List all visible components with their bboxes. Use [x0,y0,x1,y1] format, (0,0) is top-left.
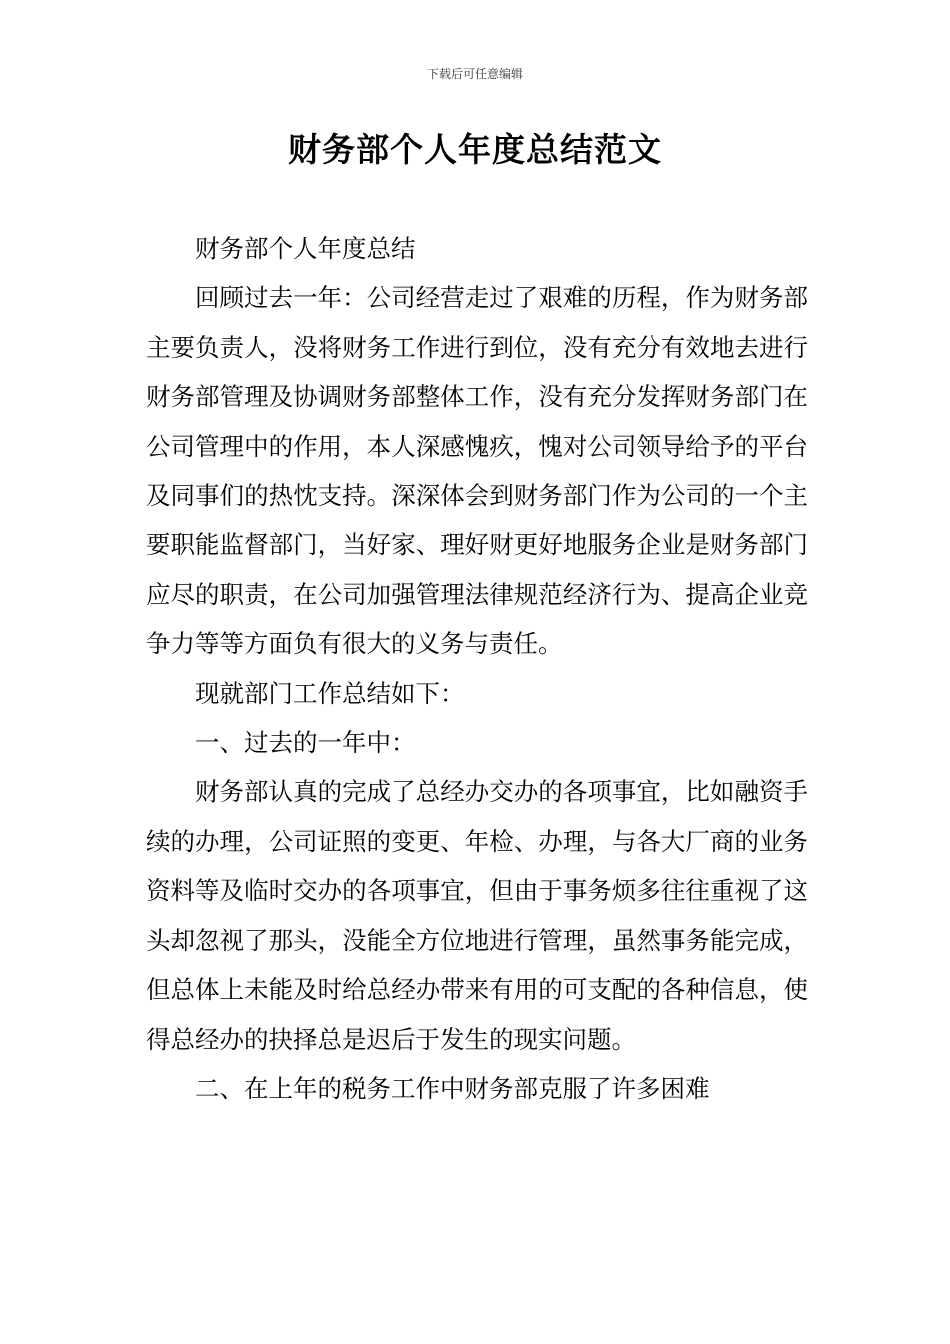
paragraph-section-two-heading: 二、在上年的税务工作中财务部克服了许多困难 [195,1073,710,1103]
paragraph-subtitle: 财务部个人年度总结 [195,234,416,263]
paragraph-section-one-heading: 一、过去的一年中： [195,728,416,758]
paragraph-section-one-body: 财务部认真的完成了总经办交办的各项事宜，比如融资手续的办理，公司证照的变更、年检、办理，与各大厂商的业务资料等及临时交办的各项事宜，但由于事务烦多往往重视了这头却忽视了那头，没能全方位地进行管理，虽然事务能完成，但总体上未能及时给总经办带来有用的可支配的各种信息，使得总经办的抉择总是迟后于发生的现实问题。 [146,777,808,1054]
paragraph-summary-intro: 现就部门工作总结如下： [195,678,465,708]
paragraph-review: 回顾过去一年：公司经营走过了艰难的历程，作为财务部主要负责人，没将财务工作进行到位，没有充分有效地去进行财务部管理及协调财务部整体工作，没有充分发挥财务部门在公司管理中的作用，本人深感愧疚，愧对公司领导给予的平台及同事们的热忱支持。深深体会到财务部门作为公司的一个主要职能监督部门，当好家、理好财更好地服务企业是财务部门应尽的职责，在公司加强管理法律规范经济行为、提高企业竞争力等等方面负有很大的义务与责任。 [146,283,808,659]
document-body [146,224,808,1113]
header-note: 下载后可任意编辑 [426,67,523,81]
document-title: 财务部个人年度总结范文 [288,130,662,169]
